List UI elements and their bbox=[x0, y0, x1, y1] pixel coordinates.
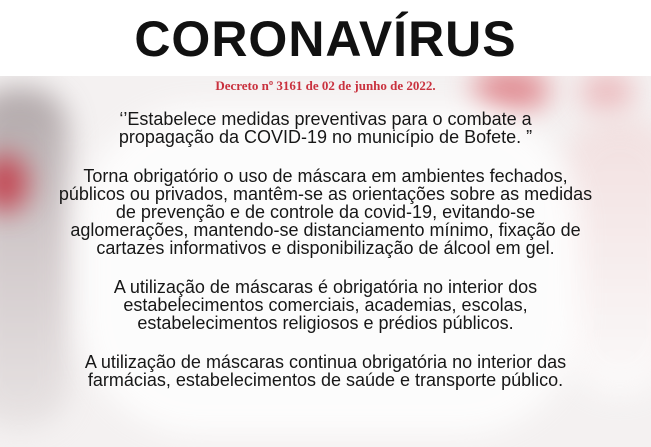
text-line: A utilização de máscaras é obrigatória no interior dos bbox=[113, 277, 538, 297]
page-title: CORONAVÍRUS bbox=[134, 11, 517, 67]
text-line: cartazes informativos e disponibilização de álcool em gel. bbox=[96, 238, 555, 258]
text-line: estabelecimentos religiosos e prédios públicos. bbox=[137, 313, 514, 333]
text-line: A utilização de máscaras continua obrigatória no interior das bbox=[84, 352, 567, 372]
text-line: Torna obrigatório o uso de máscara em ambientes fechados, bbox=[83, 166, 568, 186]
text-line: propagação da COVID-19 no município de Bofete. ” bbox=[118, 127, 533, 147]
header-band bbox=[0, 0, 651, 76]
text-line: públicos ou privados, mantêm-se as orientações sobre as medidas bbox=[58, 184, 593, 204]
text-line: ‘’Estabelece medidas preventivas para o combate a bbox=[119, 109, 532, 129]
announcement-content bbox=[32, 78, 619, 389]
mask-rule-paragraph bbox=[32, 167, 619, 257]
text-line: aglomerações, mantendo-se distanciamento mínimo, fixação de bbox=[70, 220, 581, 240]
indoor-use-paragraph bbox=[32, 278, 619, 332]
text-line: de prevenção e de controle da covid-19, evitando-se bbox=[115, 202, 536, 222]
quote-paragraph bbox=[32, 110, 619, 146]
decree-reference: Decreto nº 3161 de 02 de junho de 2022. bbox=[215, 78, 436, 93]
text-line: estabelecimentos comerciais, academias, escolas, bbox=[123, 295, 528, 315]
transport-health-paragraph bbox=[32, 353, 619, 389]
text-line: farmácias, estabelecimentos de saúde e transporte público. bbox=[87, 370, 564, 390]
